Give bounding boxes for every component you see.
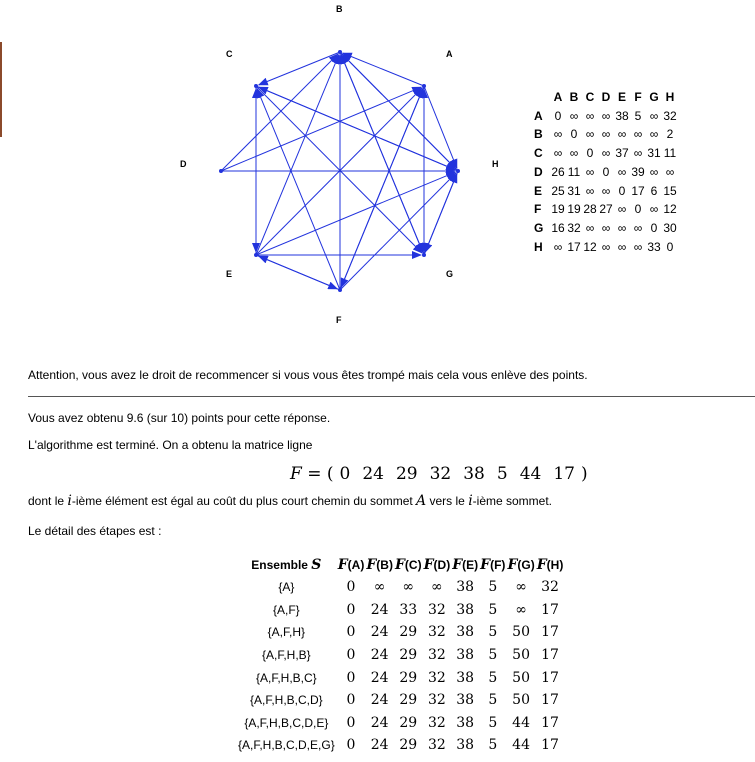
steps-set-cell: {A,F,H,B} [262, 648, 311, 663]
edge-A-B [343, 53, 424, 86]
steps-value-cell: ∞ [402, 579, 415, 596]
matrix-cell: 12 [663, 202, 677, 217]
steps-value-cell: 24 [370, 714, 389, 731]
matrix-col-header: H [665, 90, 675, 104]
node-G [422, 253, 426, 257]
steps-value-cell: 33 [399, 601, 418, 618]
matrix-cell: ∞ [649, 127, 659, 142]
formula-value: 17 [553, 464, 575, 484]
steps-value-cell: 38 [456, 714, 475, 731]
matrix-row-header: B [534, 127, 543, 142]
matrix-cell: 19 [567, 202, 581, 217]
steps-value-cell: 32 [427, 737, 446, 754]
matrix-cell: ∞ [633, 239, 643, 254]
node-label-B: B [336, 4, 343, 14]
steps-value-cell: 50 [512, 692, 530, 709]
edge-H-C [259, 87, 458, 171]
edge-E-A [256, 88, 422, 255]
formula-open: = ( [301, 464, 334, 484]
steps-value-cell: 0 [346, 624, 356, 641]
matrix-cell: 0 [586, 146, 594, 161]
edge-B-C [259, 52, 340, 85]
steps-value-cell: 50 [512, 647, 530, 664]
matrix-cell: ∞ [585, 183, 595, 198]
steps-value-cell: 24 [370, 601, 389, 618]
matrix-row [534, 200, 678, 219]
matrix-cell: ∞ [601, 220, 611, 235]
matrix-cell: ∞ [553, 127, 563, 142]
matrix-row [534, 219, 678, 238]
matrix-col-header: B [569, 90, 579, 104]
steps-value-cell: ∞ [373, 579, 386, 596]
edge-F-C [257, 89, 340, 290]
node-label-C: C [226, 49, 233, 59]
steps-value-cell: 0 [346, 579, 356, 596]
steps-value-cell: ∞ [515, 601, 527, 618]
steps-set-cell: {A} [278, 580, 295, 595]
formula-value: 24 [362, 464, 384, 484]
matrix-col-header: G [649, 90, 659, 104]
steps-value-cell: 24 [370, 624, 389, 641]
matrix-cell: 12 [583, 239, 597, 254]
matrix-cell: ∞ [649, 108, 659, 123]
formula-value: 32 [429, 464, 452, 484]
steps-value-cell: 24 [370, 669, 389, 686]
matrix-cell: 0 [554, 108, 562, 123]
edge-A-H [424, 86, 457, 168]
steps-value-cell: 32 [541, 579, 559, 596]
formula-value: 5 [496, 464, 508, 484]
matrix-cell: ∞ [617, 220, 627, 235]
steps-value-cell: 29 [399, 624, 418, 641]
description-text [28, 493, 552, 509]
matrix-cell: 0 [666, 239, 674, 254]
steps-set-cell: {A,F,H,B,C} [256, 670, 317, 685]
formula-value: 0 [339, 464, 351, 484]
matrix-corner [534, 88, 550, 107]
matrix-cell: ∞ [601, 127, 611, 142]
matrix-cell: ∞ [601, 108, 611, 123]
matrix-cell: 0 [618, 183, 626, 198]
steps-col-header: F(B) [366, 557, 393, 573]
warning-text: Attention, vous avez le droit de recommencer si vous vous êtes trompé mais cela vous enlève des points. [28, 368, 588, 382]
matrix-row [534, 107, 678, 126]
matrix-cell: 30 [663, 220, 677, 235]
steps-row [236, 666, 564, 689]
matrix-cell: ∞ [569, 108, 579, 123]
steps-value-cell: 38 [456, 669, 475, 686]
matrix-row-header: H [534, 239, 543, 254]
node-D [219, 169, 223, 173]
result-formula [290, 464, 588, 484]
node-label-A: A [446, 49, 453, 59]
steps-value-cell: 17 [541, 624, 559, 641]
desc-a: A [416, 493, 427, 509]
steps-value-cell: 24 [370, 692, 389, 709]
steps-row [236, 576, 564, 599]
edge-D-A [221, 87, 421, 171]
matrix-cell: ∞ [553, 239, 563, 254]
steps-value-cell: 0 [346, 601, 356, 618]
matrix-cell: ∞ [569, 146, 579, 161]
steps-col-header: F(E) [452, 557, 479, 573]
steps-value-cell: 32 [427, 647, 446, 664]
matrix-col-header: F [634, 90, 642, 104]
steps-value-cell: ∞ [431, 579, 443, 596]
matrix-cell: 11 [663, 146, 677, 161]
matrix-cell: 39 [631, 164, 645, 179]
steps-value-cell: 17 [541, 647, 559, 664]
node-label-G: G [446, 269, 454, 279]
steps-set-cell: {A,F,H,B,C,D} [250, 693, 323, 708]
steps-header-set: Ensemble S [251, 557, 322, 573]
steps-value-cell: 44 [512, 714, 530, 731]
matrix-cell: 0 [650, 220, 658, 235]
matrix-cell: 26 [551, 164, 565, 179]
steps-value-cell: 5 [488, 714, 498, 731]
algorithm-done-text: L'algorithme est terminé. On a obtenu la matrice ligne [28, 438, 313, 452]
matrix-row [534, 182, 678, 201]
node-label-D: D [180, 159, 187, 169]
steps-set-cell: {A,F,H,B,C,D,E} [244, 715, 329, 730]
steps-value-cell: 38 [456, 737, 475, 754]
matrix-cell: 33 [647, 239, 661, 254]
node-A [422, 84, 426, 88]
desc-i-2: i [468, 493, 473, 509]
steps-value-cell: 17 [541, 692, 559, 709]
matrix-row-header: D [534, 164, 543, 179]
edge-H-G [425, 171, 458, 252]
matrix-cell: 19 [551, 202, 565, 217]
formula-value: 29 [395, 464, 418, 484]
matrix-cell: ∞ [649, 164, 659, 179]
matrix-cell: 17 [631, 183, 645, 198]
steps-value-cell: ∞ [515, 579, 527, 596]
steps-value-cell: 32 [427, 601, 446, 618]
steps-value-cell: 32 [427, 692, 446, 709]
matrix-row-header: F [534, 202, 542, 217]
steps-value-cell: 0 [346, 714, 356, 731]
graph-diagram [0, 0, 520, 335]
steps-value-cell: 29 [399, 737, 418, 754]
matrix-cell: 37 [615, 146, 629, 161]
edge-E-H [256, 172, 455, 255]
matrix-row [534, 163, 678, 182]
steps-set-cell: {A,F,H} [267, 625, 306, 640]
matrix-row [534, 125, 678, 144]
steps-value-cell: 24 [370, 737, 389, 754]
steps-value-cell: 29 [399, 647, 418, 664]
steps-value-cell: 0 [346, 737, 356, 754]
matrix-col-header: D [601, 90, 611, 104]
steps-row [236, 599, 564, 622]
steps-value-cell: 5 [488, 579, 498, 596]
matrix-cell: ∞ [585, 164, 595, 179]
matrix-cell: 0 [634, 202, 642, 217]
steps-value-cell: 29 [399, 692, 418, 709]
matrix-row-header: A [534, 108, 543, 123]
matrix-cell: 31 [647, 146, 661, 161]
node-H [456, 169, 460, 173]
desc-part-3: vers le [426, 494, 469, 508]
steps-value-cell: 0 [346, 669, 356, 686]
steps-value-cell: 5 [488, 624, 498, 641]
matrix-col-header: A [553, 90, 563, 104]
steps-set-cell: {A,F,H,B,C,D,E,G} [238, 738, 335, 753]
matrix-row-header: E [534, 183, 543, 198]
matrix-cell: ∞ [633, 127, 643, 142]
matrix-cell: ∞ [553, 146, 563, 161]
matrix-header-row [534, 88, 678, 107]
steps-col-header: F(C) [394, 557, 422, 573]
steps-row [236, 644, 564, 667]
edge-G-B [341, 55, 424, 255]
steps-value-cell: 29 [399, 714, 418, 731]
matrix-cell: ∞ [617, 239, 627, 254]
steps-row [236, 621, 564, 644]
matrix-cell: ∞ [585, 127, 595, 142]
adjacency-matrix [534, 88, 678, 256]
matrix-cell: 32 [663, 108, 677, 123]
steps-value-cell: 5 [488, 601, 498, 618]
steps-row [236, 689, 564, 712]
node-label-E: E [226, 269, 233, 279]
steps-value-cell: 32 [427, 624, 446, 641]
steps-row [236, 734, 564, 757]
node-C [254, 84, 258, 88]
steps-col-header: F(D) [423, 557, 451, 573]
matrix-cell: ∞ [601, 183, 611, 198]
matrix-cell: ∞ [585, 220, 595, 235]
matrix-cell: 17 [567, 239, 581, 254]
matrix-cell: ∞ [633, 220, 643, 235]
matrix-cell: 27 [599, 202, 613, 217]
desc-part-2: -ième élément est égal au coût du plus court chemin du sommet [71, 494, 417, 508]
matrix-cell: 5 [634, 108, 642, 123]
matrix-cell: ∞ [585, 108, 595, 123]
steps-value-cell: 17 [541, 737, 559, 754]
formula-value: 44 [519, 464, 542, 484]
steps-value-cell: 38 [456, 692, 475, 709]
node-label-H: H [492, 159, 499, 169]
matrix-cell: 15 [663, 183, 677, 198]
matrix-cell: 31 [567, 183, 581, 198]
matrix-col-header: E [617, 90, 626, 104]
steps-value-cell: 32 [427, 714, 446, 731]
steps-value-cell: 24 [370, 647, 389, 664]
matrix-cell: 38 [615, 108, 629, 123]
matrix-cell: ∞ [617, 202, 627, 217]
matrix-row-header: C [534, 146, 543, 161]
matrix-cell: ∞ [617, 164, 627, 179]
matrix-row-header: G [534, 220, 544, 235]
steps-value-cell: 50 [512, 669, 530, 686]
steps-value-cell: 50 [512, 624, 530, 641]
steps-col-header: F(F) [480, 557, 506, 573]
formula-close: ) [580, 464, 588, 484]
score-text: Vous avez obtenu 9.6 (sur 10) points pour cette réponse. [28, 411, 331, 425]
steps-col-header: F(G) [507, 557, 535, 573]
desc-part-1: dont le [28, 494, 68, 508]
steps-col-header: F(H) [536, 557, 564, 573]
steps-value-cell: 17 [541, 601, 559, 618]
edge-E-B [256, 55, 339, 255]
matrix-cell: 2 [666, 127, 674, 142]
steps-value-cell: 44 [512, 737, 530, 754]
matrix-cell: ∞ [617, 127, 627, 142]
desc-part-4: -ième sommet. [472, 494, 553, 508]
formula-lhs: F [290, 464, 302, 484]
matrix-row [534, 238, 678, 257]
steps-value-cell: 0 [346, 647, 356, 664]
matrix-cell: 6 [650, 183, 658, 198]
matrix-cell: ∞ [649, 202, 659, 217]
edge-F-A [340, 89, 423, 290]
steps-value-cell: 38 [456, 579, 475, 596]
steps-value-cell: 38 [456, 647, 475, 664]
matrix-cell: 32 [567, 220, 581, 235]
steps-value-cell: 38 [456, 601, 475, 618]
steps-header-row [236, 554, 564, 576]
steps-table [236, 554, 564, 757]
steps-row [236, 712, 564, 735]
steps-value-cell: 5 [488, 737, 498, 754]
matrix-col-header: C [585, 90, 595, 104]
steps-set-cell: {A,F} [273, 602, 300, 617]
matrix-cell: ∞ [633, 146, 643, 161]
matrix-cell: ∞ [665, 164, 675, 179]
steps-value-cell: 17 [541, 669, 559, 686]
node-F [338, 288, 342, 292]
steps-value-cell: 38 [456, 624, 475, 641]
matrix-cell: 0 [602, 164, 610, 179]
steps-value-cell: 5 [488, 647, 498, 664]
matrix-cell: ∞ [601, 146, 611, 161]
formula-values [333, 464, 581, 484]
matrix-cell: 0 [570, 127, 578, 142]
node-B [338, 50, 342, 54]
steps-value-cell: 32 [427, 669, 446, 686]
formula-value: 38 [463, 464, 485, 484]
matrix-cell: 16 [551, 220, 565, 235]
desc-i: i [67, 493, 72, 509]
detail-heading: Le détail des étapes est : [28, 524, 162, 538]
steps-value-cell: 0 [346, 692, 356, 709]
matrix-cell: 11 [567, 164, 581, 179]
matrix-cell: 25 [551, 183, 565, 198]
steps-col-header: F(A) [337, 557, 365, 573]
steps-value-cell: 29 [399, 669, 418, 686]
node-label-F: F [336, 315, 342, 325]
edge-F-H [340, 173, 456, 290]
steps-value-cell: 5 [488, 669, 498, 686]
steps-value-cell: 5 [488, 692, 498, 709]
steps-value-cell: 17 [541, 714, 559, 731]
divider [28, 396, 755, 397]
matrix-cell: ∞ [601, 239, 611, 254]
matrix-cell: 28 [583, 202, 597, 217]
matrix-row [534, 144, 678, 163]
node-E [254, 253, 258, 257]
